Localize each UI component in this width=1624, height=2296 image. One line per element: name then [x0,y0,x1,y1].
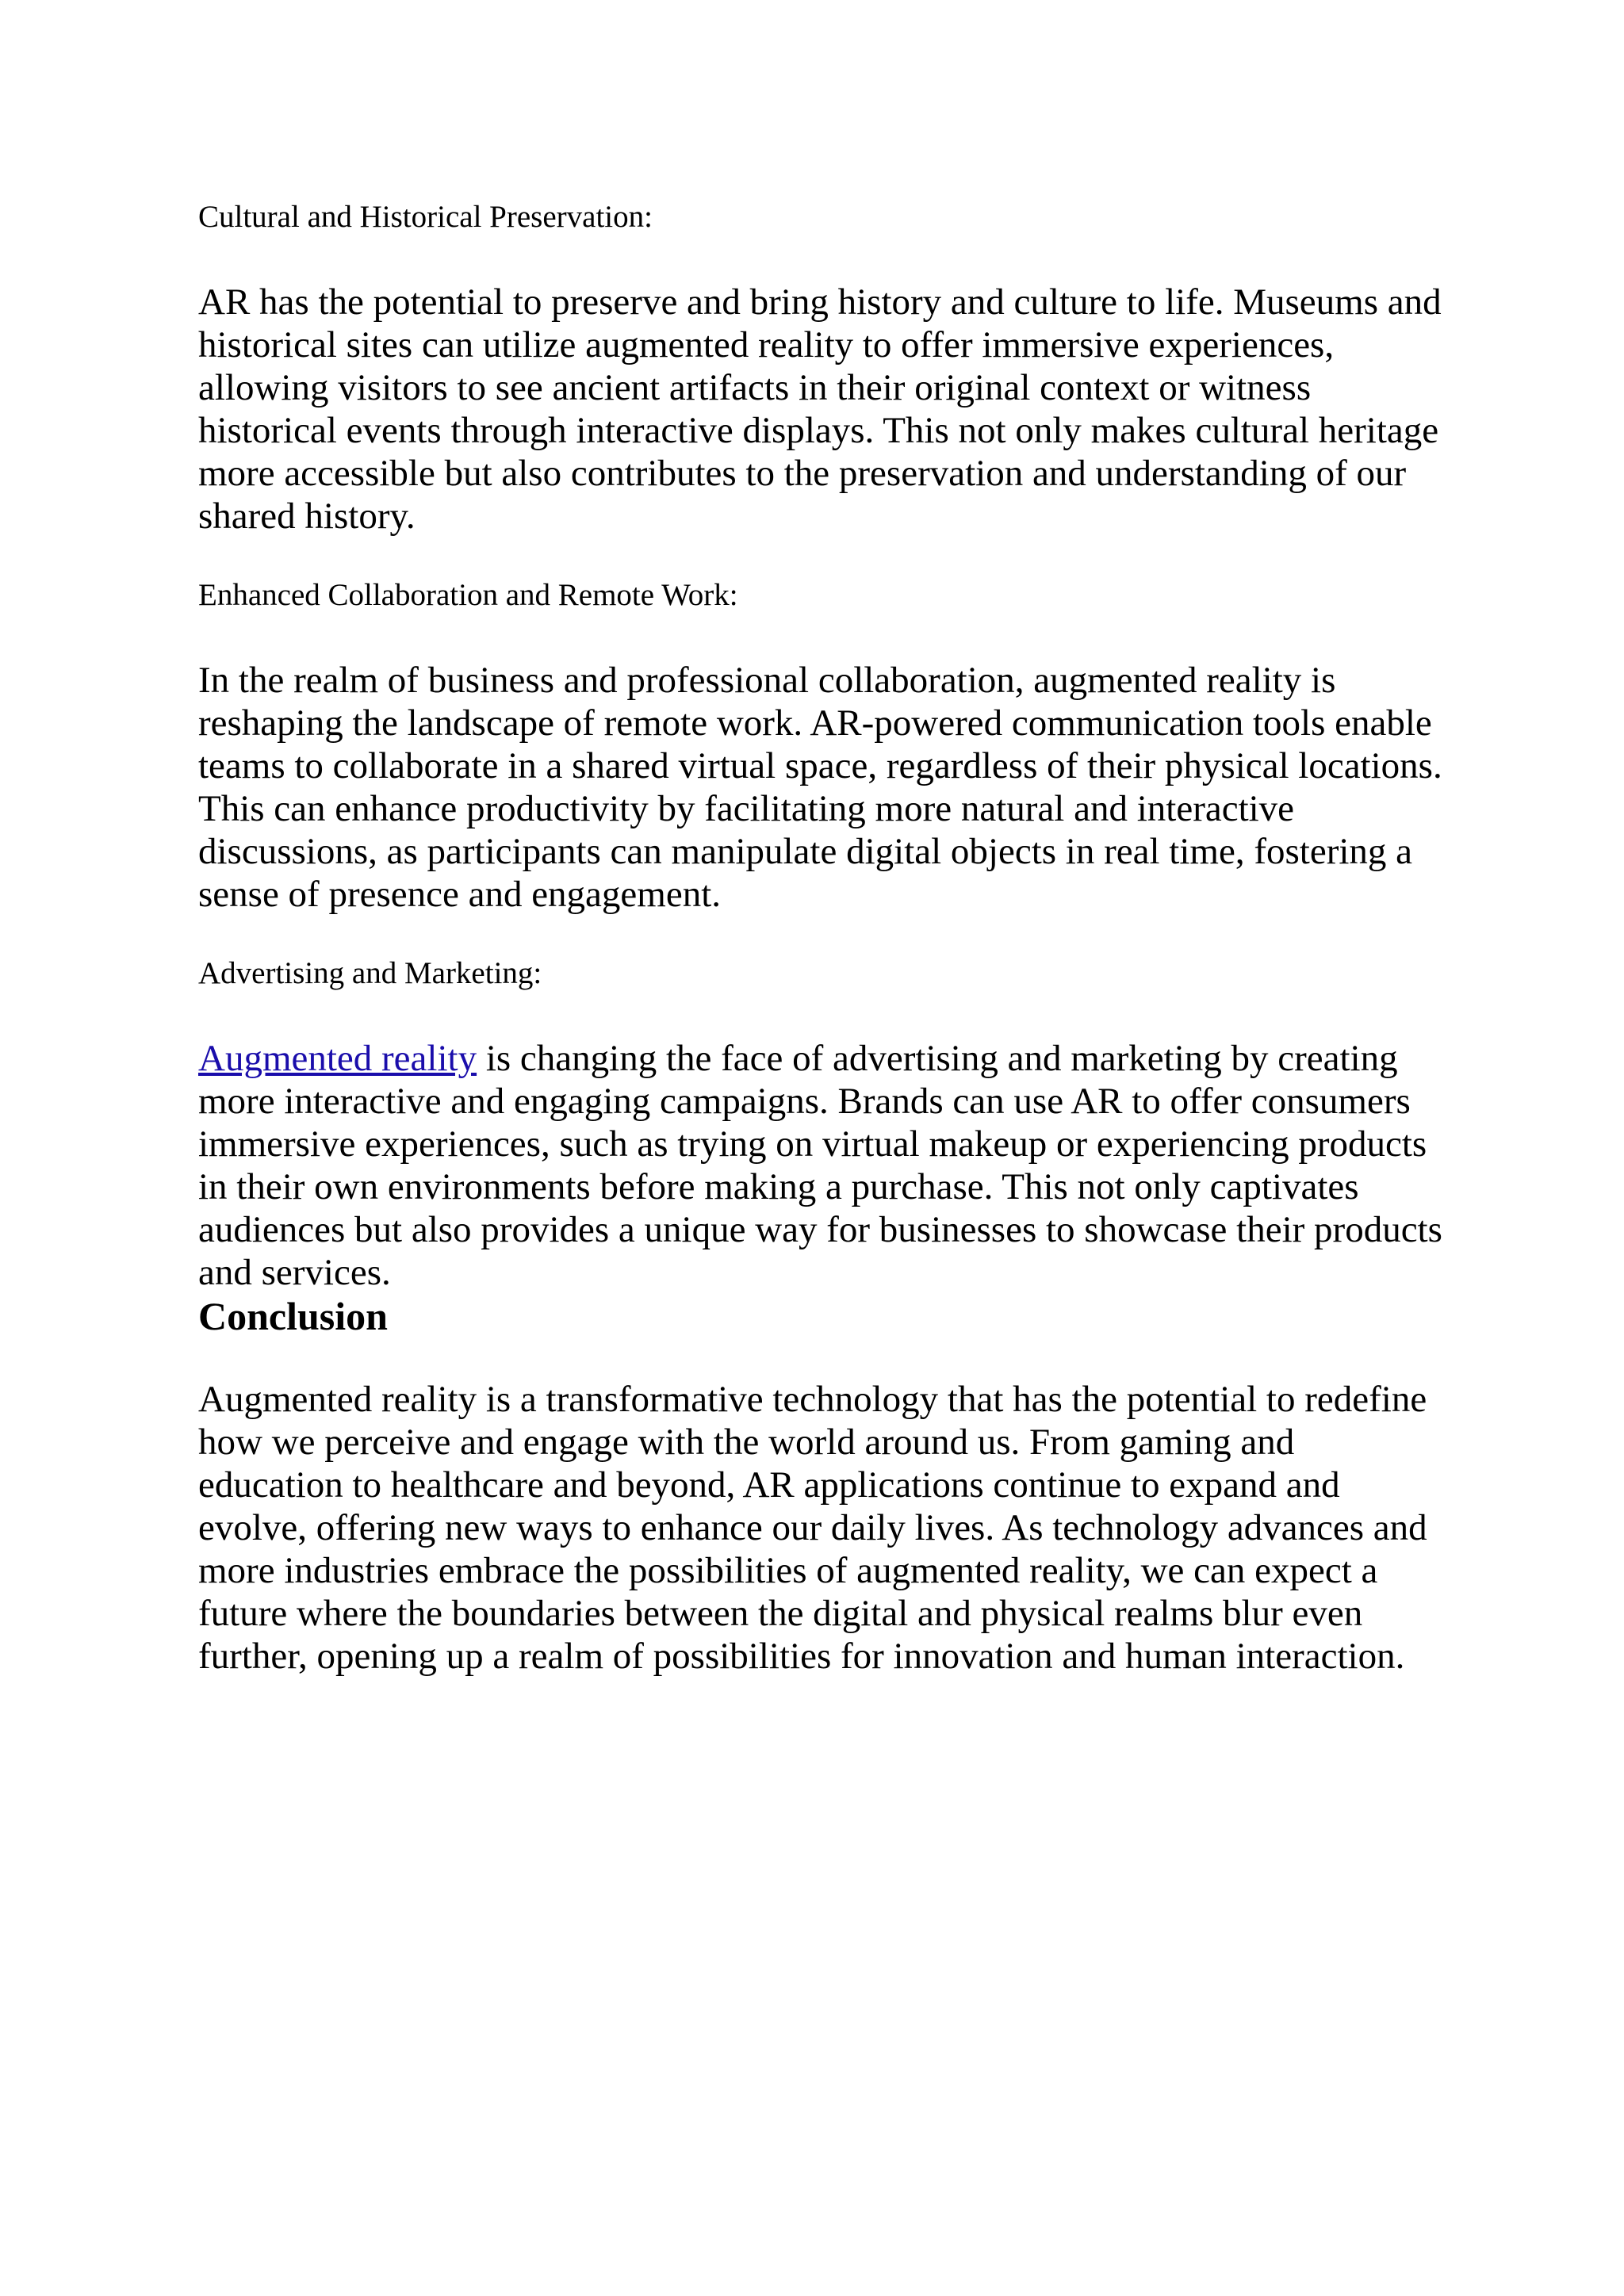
paragraph-line: historical sites can utilize augmented reality to offer immersive experiences, [198,324,1335,365]
paragraph-line: education to healthcare and beyond, AR applications continue to expand and [198,1464,1340,1506]
paragraph-advertising [198,1037,1467,1294]
paragraph-collaboration [198,659,1467,916]
paragraph-line: future where the boundaries between the digital and physical realms blur even [198,1593,1363,1634]
paragraph-line: and services. [198,1252,391,1293]
augmented-reality-link[interactable]: Augmented reality [198,1038,477,1079]
paragraph-line: shared history. [198,496,416,537]
paragraph-line: immersive experiences, such as trying on virtual makeup or experiencing products [198,1123,1427,1165]
link-line-rest: is changing the face of advertising and marketing by creating [477,1038,1398,1079]
paragraph-line: AR has the potential to preserve and bring history and culture to life. Museums and [198,281,1442,323]
paragraph-line: This can enhance productivity by facilitating more natural and interactive [198,788,1295,829]
section-heading-cultural: Cultural and Historical Preservation: [198,200,653,234]
paragraph-conclusion [198,1378,1467,1678]
paragraph-line: teams to collaborate in a shared virtual space, regardless of their physical locations. [198,745,1442,786]
paragraph-line: more industries embrace the possibilities of augmented reality, we can expect a [198,1550,1378,1591]
paragraph-line: in their own environments before making a purchase. This not only captivates [198,1166,1359,1207]
paragraph-line: reshaping the landscape of remote work. AR-powered communication tools enable [198,702,1432,744]
paragraph-line: Augmented reality is a transformative technology that has the potential to redefine [198,1379,1427,1420]
paragraph-cultural [198,281,1467,538]
conclusion-heading: Conclusion [198,1294,388,1338]
paragraph-line: In the realm of business and professional collaboration, augmented reality is [198,660,1336,701]
paragraph-line: evolve, offering new ways to enhance our daily lives. As technology advances and [198,1507,1427,1548]
paragraph-line: discussions, as participants can manipulate digital objects in real time, fostering a [198,831,1413,872]
paragraph-line: audiences but also provides a unique way for businesses to showcase their products [198,1209,1442,1250]
paragraph-line: historical events through interactive displays. This not only makes cultural heritage [198,410,1439,451]
paragraph-line: allowing visitors to see ancient artifacts in their original context or witness [198,367,1312,408]
paragraph-line: more interactive and engaging campaigns. Brands can use AR to offer consumers [198,1081,1411,1122]
paragraph-line: sense of presence and engagement. [198,874,722,915]
paragraph-line: how we perceive and engage with the world around us. From gaming and [198,1422,1295,1463]
section-heading-collaboration: Enhanced Collaboration and Remote Work: [198,578,738,612]
paragraph-line [198,1037,1467,1080]
section-heading-advertising: Advertising and Marketing: [198,956,542,990]
paragraph-line: more accessible but also contributes to the preservation and understanding of our [198,453,1407,494]
paragraph-line: further, opening up a realm of possibilities for innovation and human interaction. [198,1636,1405,1677]
